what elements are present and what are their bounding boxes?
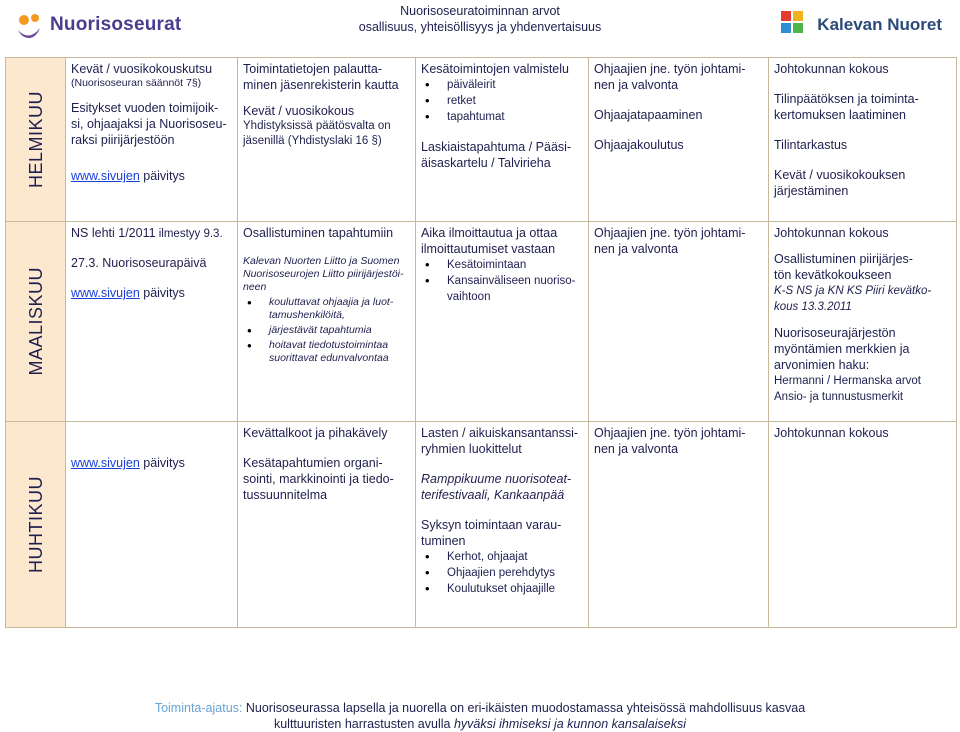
footer-text-italic: hyväksi ihmiseksi ja kunnon kansalaiseksi: [453, 717, 687, 731]
cell-text: neen: [243, 281, 267, 293]
bullet-list: [421, 257, 583, 305]
bullet-list: [421, 77, 583, 125]
cell-text: [71, 455, 232, 471]
cell-text: Johtokunnan kokous: [774, 62, 889, 76]
page-footer: [0, 700, 960, 732]
table-row: [6, 58, 957, 222]
cell-text: Syksyn toimintaan varau-: [421, 518, 562, 532]
cell-text: Osallistuminen piirijärjes-: [774, 252, 913, 266]
list-item: • Kansainväliseen nuoriso-vaihtoon: [447, 273, 583, 305]
kalevan-nuoret-logo-icon: [777, 8, 811, 42]
nuorisoseurat-logo-icon: [14, 10, 44, 40]
cell-text: ilmoittautumiset vastaan: [421, 242, 556, 256]
list-item: • hoitavat tiedotustoimintaa suorittavat edunvalvontaa: [269, 339, 410, 365]
cell-text: Aika ilmoittautua ja ottaa: [421, 226, 558, 240]
cell-text: kertomuksen laatiminen: [774, 108, 907, 122]
cell-text: nen ja valvonta: [594, 242, 679, 256]
cell-text: Ohjaajien jne. työn johtami-: [594, 62, 746, 76]
table-cell: [66, 222, 238, 422]
cell-text: Kalevan Nuorten Liitto ja Suomen: [243, 255, 400, 267]
cell-text: ryhmien luokittelut: [421, 442, 522, 456]
cell-text: minen jäsenrekisterin kautta: [243, 78, 399, 92]
cell-text: jäsenillä (Yhdistyslaki 16 §): [243, 135, 382, 147]
table-cell: [769, 422, 957, 628]
table-cell: [769, 222, 957, 422]
cell-text: Ramppikuume nuorisoteat-: [421, 472, 572, 486]
cell-text: Ansio- ja tunnustusmerkit: [774, 391, 904, 403]
footer-line-1: [0, 700, 960, 716]
cell-text: Toimintatietojen palautta-: [243, 62, 382, 76]
cell-text: päivitys: [139, 286, 185, 300]
cell-text: sointi, markkinointi ja tiedo-: [243, 472, 394, 486]
logo-left-text: Nuorisoseurat: [50, 14, 182, 35]
header-title-block: [310, 3, 650, 35]
footer-line-2: [0, 716, 960, 732]
kalevan-nuoret-logo: [777, 8, 942, 42]
cell-text: Ohjaajakoulutus: [594, 138, 684, 152]
cell-text: Kevät / vuosikokous: [243, 104, 355, 118]
bullet-list: [421, 549, 583, 597]
cell-text: [71, 225, 232, 241]
cell-text: Tilintarkastus: [774, 138, 848, 152]
logo-right-text: Kalevan Nuoret: [817, 15, 942, 34]
cell-text: tussuunnitelma: [243, 488, 328, 502]
table-cell: [589, 58, 769, 222]
table-cell: [589, 422, 769, 628]
website-link[interactable]: www.sivujen: [71, 286, 140, 300]
list-item: • päiväleirit: [447, 77, 583, 93]
footer-text: kulttuuristen harrastusten avulla: [273, 717, 454, 731]
cell-text: Laskiaistapahtuma / Pääsi-: [421, 140, 572, 154]
cell-text: Kevät / vuosikokouksen: [774, 168, 906, 182]
table-cell: [238, 222, 416, 422]
cell-text: kous 13.3.2011: [774, 301, 852, 313]
table-cell: [416, 222, 589, 422]
cell-text: (Nuorisoseuran säännöt 7§): [71, 77, 202, 89]
cell-text: Tilinpäätöksen ja toiminta-: [774, 92, 919, 106]
cell-text: [71, 285, 232, 301]
cell-text: nen ja valvonta: [594, 78, 679, 92]
cell-text: Hermanni / Hermanska arvot: [774, 375, 921, 387]
list-item: • kouluttavat ohjaajia ja luot-tamushenkilöitä,: [269, 296, 410, 322]
header-title: Nuorisoseuratoiminnan arvot: [400, 4, 560, 18]
cell-text: ilmestyy 9.3.: [155, 228, 223, 240]
cell-text: Johtokunnan kokous: [774, 226, 889, 240]
nuorisoseurat-logo: [14, 10, 181, 40]
table-cell: [769, 58, 957, 222]
cell-text: Nuorisoseurajärjestön: [774, 326, 896, 340]
website-link[interactable]: www.sivujen: [71, 169, 140, 183]
cell-text: Ohjaajatapaaminen: [594, 108, 703, 122]
table-cell: [416, 422, 589, 628]
list-item: • Koulutukset ohjaajille: [447, 581, 583, 597]
cell-text: Ohjaajien jne. työn johtami-: [594, 426, 746, 440]
cell-text: myöntämien merkkien ja: [774, 342, 910, 356]
cell-text: NS lehti 1/2011: [71, 226, 156, 240]
cell-text: tuminen: [421, 534, 466, 548]
cell-text: Yhdistyksissä päätösvalta on: [243, 120, 391, 132]
table-row: [6, 422, 957, 628]
cell-text: järjestäminen: [774, 184, 849, 198]
month-cell-maaliskuu: [6, 222, 66, 422]
cell-text: raksi piirijärjestöön: [71, 133, 175, 147]
cell-text: äisaskartelu / Talvirieha: [421, 156, 551, 170]
cell-text: 27.3. Nuorisoseurapäivä: [71, 256, 207, 270]
list-item: • Kesätoimintaan: [447, 257, 583, 273]
month-label: HELMIKUU: [25, 90, 46, 188]
month-label: HUHTIKUU: [25, 476, 46, 573]
table-cell: [66, 58, 238, 222]
list-item: • Kerhot, ohjaajat: [447, 549, 583, 565]
cell-text: Nuorisoseurojen Liitto piirijärjestöi-: [243, 268, 404, 280]
cell-text: [71, 168, 232, 184]
cell-text: si, ohjaajaksi ja Nuorisoseu-: [71, 117, 227, 131]
table-row: [6, 222, 957, 422]
cell-text: Ohjaajien jne. työn johtami-: [594, 226, 746, 240]
month-cell-huhtikuu: [6, 422, 66, 628]
cell-text: Kevättalkoot ja pihakävely: [243, 426, 388, 440]
cell-text: Kesätapahtumien organi-: [243, 456, 383, 470]
cell-text: K-S NS ja KN KS Piiri kevätko-: [774, 285, 932, 297]
month-label: MAALISKUU: [25, 267, 46, 376]
bullet-list: [243, 296, 410, 365]
table-cell: [238, 422, 416, 628]
table-cell: [66, 422, 238, 628]
cell-text: Kevät / vuosikokouskutsu: [71, 62, 213, 76]
header-subtitle: osallisuus, yhteisöllisyys ja yhdenvertaisuus: [358, 20, 602, 34]
page-header: [0, 0, 960, 52]
list-item: • retket: [447, 93, 583, 109]
table-cell: [238, 58, 416, 222]
cell-text: Lasten / aikuiskansantanssi-: [421, 426, 579, 440]
cell-text: Johtokunnan kokous: [774, 426, 889, 440]
cell-text: päivitys: [139, 169, 185, 183]
website-link[interactable]: www.sivujen: [71, 456, 140, 470]
table-cell: [416, 58, 589, 222]
cell-text: päivitys: [139, 456, 185, 470]
cell-text: nen ja valvonta: [594, 442, 679, 456]
annual-plan-table: [5, 57, 957, 628]
cell-text: Osallistuminen tapahtumiin: [243, 226, 394, 240]
cell-text: arvonimien haku:: [774, 358, 870, 372]
cell-text: terifestivaali, Kankaanpää: [421, 488, 565, 502]
list-item: • Ohjaajien perehdytys: [447, 565, 583, 581]
footer-text: Nuorisoseurassa lapsella ja nuorella on eri-ikäisten muodostamassa yhteisössä mahdollisuus kasvaa: [242, 701, 806, 715]
cell-text: Kesätoimintojen valmistelu: [421, 62, 569, 76]
footer-accent: Toiminta-ajatus:: [154, 701, 243, 715]
cell-text: Esitykset vuoden toimijoik-: [71, 101, 219, 115]
month-cell-helmikuu: [6, 58, 66, 222]
cell-text: tön kevätkokoukseen: [774, 268, 892, 282]
list-item: • järjestävät tapahtumia: [269, 324, 410, 337]
list-item: • tapahtumat: [447, 109, 583, 125]
table-cell: [589, 222, 769, 422]
